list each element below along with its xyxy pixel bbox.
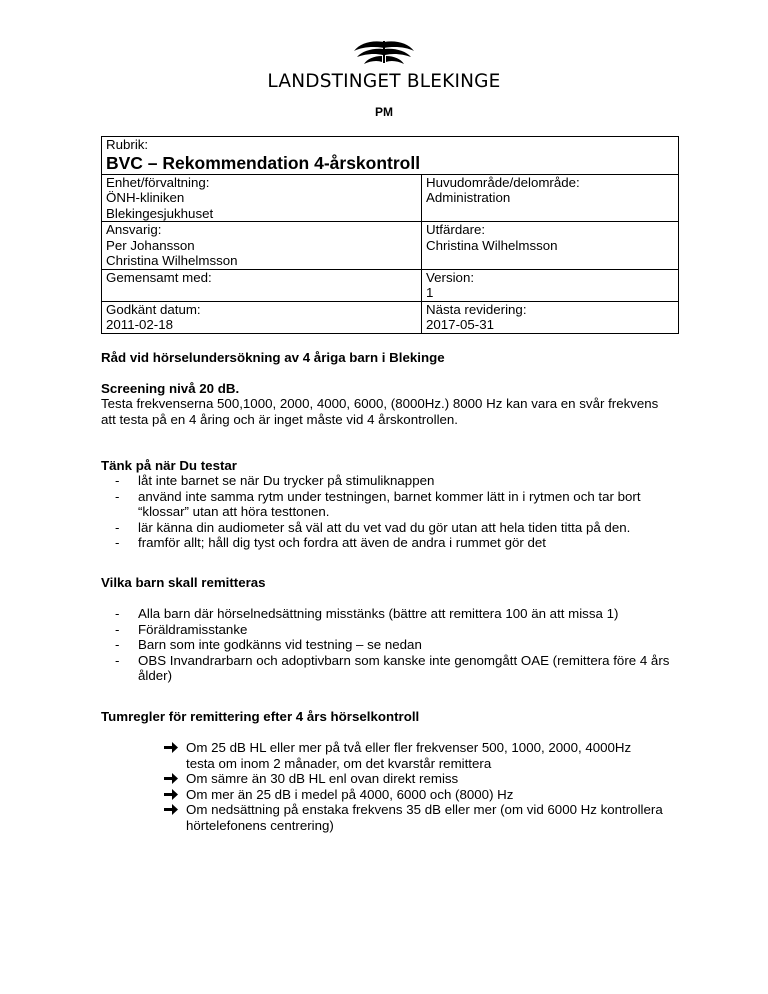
godkant-value: 2011-02-18 xyxy=(106,317,174,332)
version-label: Version: xyxy=(426,269,475,285)
ansvarig-value: Christina Wilhelmsson xyxy=(106,253,238,268)
ansvarig-value: Per Johansson xyxy=(106,237,195,253)
ansvarig-label: Ansvarig: xyxy=(106,222,162,237)
enhet-label: Enhet/förvaltning: xyxy=(106,174,210,190)
list-item xyxy=(101,787,663,803)
list-item: - använd inte samma rytm under testningen, barnet kommer lätt in i rytmen och tar bort “klossar” utan att höra testtonen. xyxy=(101,489,681,520)
list-item-text: Om sämre än 30 dB HL enl ovan direkt remiss xyxy=(186,771,459,786)
arrow-right-icon xyxy=(164,773,178,784)
huvudomrade-cell xyxy=(422,174,679,222)
utfardare-label: Utfärdare: xyxy=(426,222,486,237)
list-item xyxy=(101,771,663,787)
list-item: - framför allt; håll dig tyst och fordra att även de andra i rummet gör det xyxy=(101,535,681,551)
list-item: - Föräldramisstanke xyxy=(101,622,681,638)
version-value: 1 xyxy=(426,285,434,300)
logo-text: LANDSTINGET BLEKINGE xyxy=(267,71,501,92)
arrow-right-icon xyxy=(164,804,178,815)
rubrik-label: Rubrik: xyxy=(106,137,149,152)
list-item-text: Om 25 dB HL eller mer på två eller fler frekvenser 500, 1000, 2000, 4000Hz testa om inom 2 månader, om det kvarstår remittera xyxy=(186,740,632,771)
utfardare-cell xyxy=(422,222,679,270)
huvudomrade-label: Huvudområde/delområde: xyxy=(426,174,580,190)
arrow-right-icon xyxy=(164,742,178,753)
tumregler-heading: Tumregler för remittering efter 4 års hörselkontroll xyxy=(101,709,420,724)
document-type: PM xyxy=(375,105,393,119)
arrow-right-icon xyxy=(164,789,178,800)
title-cell xyxy=(102,137,679,175)
enhet-cell xyxy=(102,174,422,222)
remiss-heading: Vilka barn skall remitteras xyxy=(101,575,266,590)
list-item: - Alla barn där hörselnedsättning misstänks (bättre att remittera 100 än att missa 1) xyxy=(101,606,681,622)
screening-heading: Screening nivå 20 dB. xyxy=(101,381,240,396)
gemensamt-cell xyxy=(102,269,422,301)
enhet-value: Blekingesjukhuset xyxy=(106,205,214,221)
version-cell xyxy=(422,269,679,301)
screening-text: Testa frekvenserna 500,1000, 2000, 4000, 6000, (8000Hz.) 8000 Hz kan vara en svår frekvens att testa på en 4 åring och är inget måste vid 4 årskontrollen. xyxy=(101,396,659,427)
document-title: BVC – Rekommendation 4-årskontroll xyxy=(106,152,421,173)
list-item-text: Om nedsättning på enstaka frekvens 35 dB eller mer (om vid 6000 Hz kontrollera hörtelefonens centrering) xyxy=(186,802,663,833)
document-metadata-table xyxy=(101,136,679,334)
list-item xyxy=(101,740,663,771)
utfardare-value: Christina Wilhelmsson xyxy=(426,237,558,253)
list-item: - lär känna din audiometer så väl att du vet vad du gör utan att hela tiden titta på den. xyxy=(101,520,681,536)
list-item-text: Om mer än 25 dB i medel på 4000, 6000 och (8000) Hz xyxy=(186,786,514,802)
nasta-revidering-label: Nästa revidering: xyxy=(426,301,527,317)
enhet-value: ÖNH-kliniken xyxy=(106,190,185,205)
nasta-revidering-value: 2017-05-31 xyxy=(426,317,495,332)
godkant-cell xyxy=(102,301,422,333)
list-item: - Barn som inte godkänns vid testning – se nedan xyxy=(101,637,681,653)
tank-heading: Tänk på när Du testar xyxy=(101,458,237,473)
godkant-label: Godkänt datum: xyxy=(106,301,201,317)
tumregler-list xyxy=(101,740,663,833)
gemensamt-label: Gemensamt med: xyxy=(106,269,212,285)
remiss-list xyxy=(101,606,681,684)
tank-list xyxy=(101,473,681,551)
list-item: - låt inte barnet se när Du trycker på stimuliknappen xyxy=(101,473,681,489)
list-item: - OBS Invandrarbarn och adoptivbarn som kanske inte genomgått OAE (remittera före 4 års ålder) xyxy=(101,653,681,684)
ansvarig-cell xyxy=(102,222,422,270)
huvudomrade-value: Administration xyxy=(426,190,511,205)
landstinget-blekinge-logo xyxy=(352,38,416,68)
logo xyxy=(0,38,768,93)
main-heading: Råd vid hörselundersökning av 4 åriga barn i Blekinge xyxy=(101,350,445,365)
nasta-revidering-cell xyxy=(422,301,679,333)
list-item xyxy=(101,802,663,833)
